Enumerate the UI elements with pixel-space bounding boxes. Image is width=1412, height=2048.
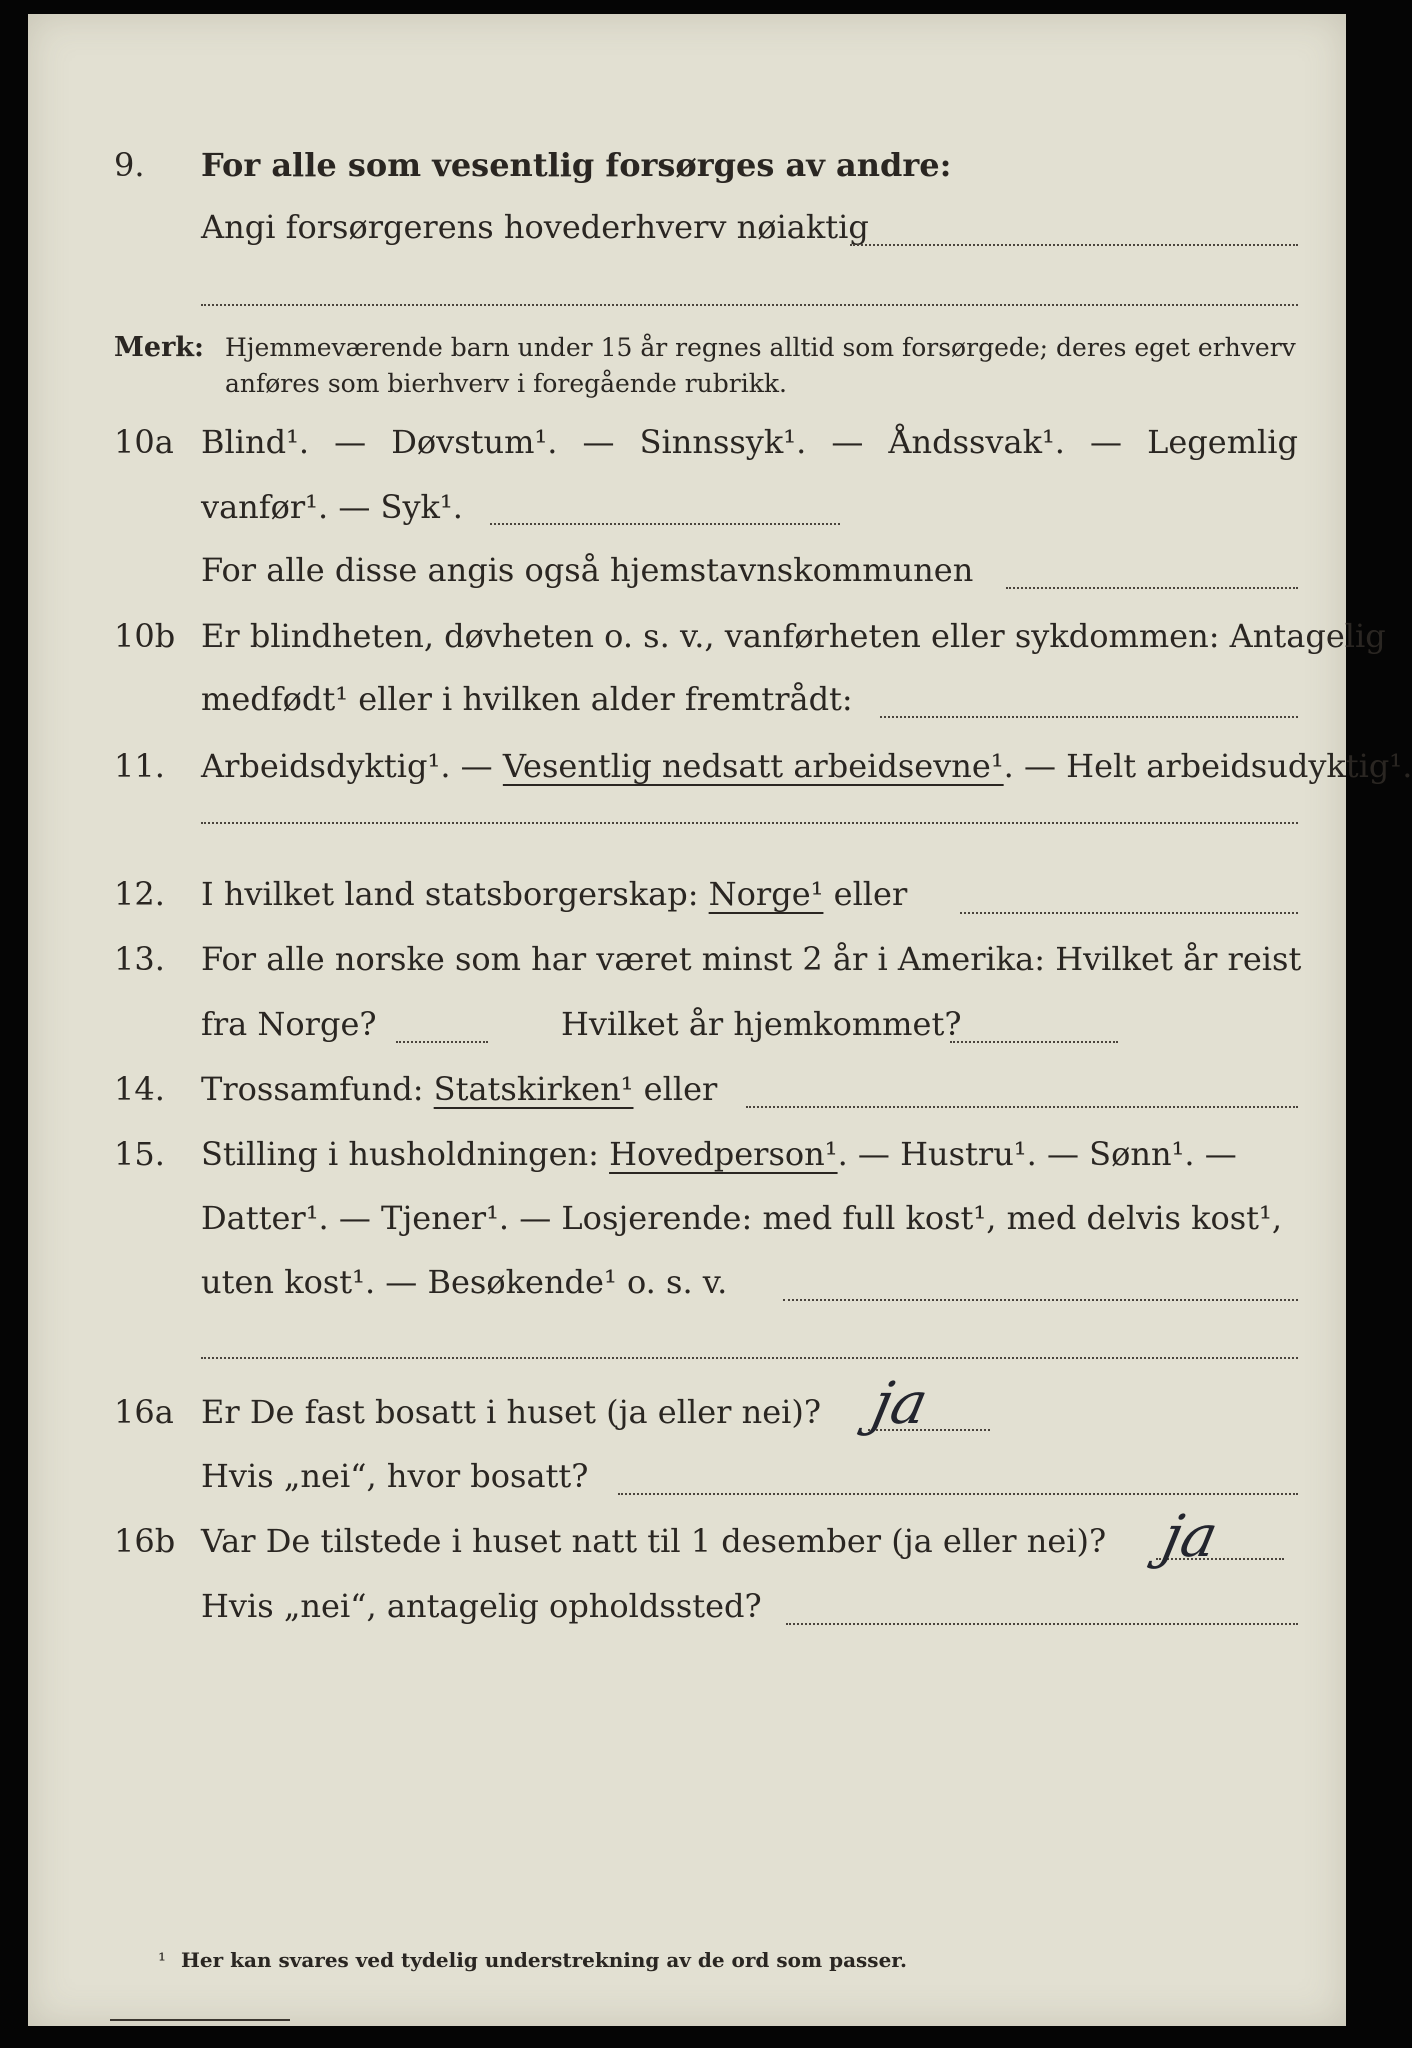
q10b-number: 10b: [114, 617, 176, 655]
q14-label: Trossamfund:: [201, 1070, 434, 1108]
q10a-options: [201, 422, 1298, 462]
q11-number: 11.: [114, 747, 165, 785]
q10a-hjemstavn-label: For alle disse angis også hjemstavnskommunen: [201, 551, 974, 589]
q14-question: [201, 1069, 717, 1109]
q15-other-options[interactable]: . — Hustru¹. — Sønn¹. —: [837, 1135, 1237, 1173]
q9-number: 9.: [114, 146, 145, 184]
q15-options-3[interactable]: uten kost¹. — Besøkende¹ o. s. v.: [201, 1263, 728, 1301]
q10b-field[interactable]: [880, 716, 1298, 718]
option-norge-selected[interactable]: Norge¹: [708, 875, 824, 913]
q16a-question: Er De fast bosatt i huset (ja eller nei)?: [201, 1393, 822, 1431]
q16a-handwritten-answer[interactable]: ja: [866, 1369, 934, 1437]
option-blind[interactable]: Blind¹.: [201, 423, 310, 461]
q10a-number: 10a: [114, 423, 174, 461]
q10b-question-2: medfødt¹ eller i hvilken alder fremtrådt:: [201, 680, 853, 718]
dash: —: [334, 423, 367, 461]
census-form-page: [28, 14, 1412, 2026]
q9-occupation-field[interactable]: [850, 244, 1298, 246]
dash: —: [1090, 423, 1123, 461]
option-statskirken-selected[interactable]: Statskirken¹: [433, 1070, 634, 1108]
q13-number: 13.: [114, 940, 165, 978]
option-arbeidsudyktig[interactable]: . — Helt arbeidsudyktig¹.: [1003, 747, 1412, 785]
q15-number: 15.: [114, 1135, 165, 1173]
dash: —: [831, 423, 864, 461]
q16b-question: Var De tilstede i huset natt til 1 desember (ja eller nei)?: [201, 1522, 1107, 1560]
option-dovstum[interactable]: Døvstum¹.: [391, 423, 558, 461]
q15-options-2[interactable]: Datter¹. — Tjener¹. — Losjerende: med full kost¹, med delvis kost¹,: [201, 1199, 1283, 1237]
q13-reist-label: fra Norge?: [201, 1005, 377, 1043]
q16b-number: 16b: [114, 1522, 176, 1560]
q16b-opholdssted-label: Hvis „nei“, antagelig opholdssted?: [201, 1587, 762, 1625]
footnote-text: Her kan svares ved tydelig understrekning av de ord som passer.: [181, 1948, 907, 1972]
option-hovedperson-selected[interactable]: Hovedperson¹: [609, 1135, 838, 1173]
q15-label: Stilling i husholdningen:: [201, 1135, 610, 1173]
merk-text-1: Hjemmeværende barn under 15 år regnes alltid som forsørgede; deres eget erhverv: [225, 333, 1296, 362]
q11-extra-line[interactable]: [201, 822, 1298, 824]
option-andssvak[interactable]: Åndssvak¹.: [888, 423, 1065, 461]
q13-question: For alle norske som har været minst 2 år i Amerika: Hvilket år reist: [201, 940, 1302, 978]
q9-extra-line[interactable]: [201, 304, 1298, 306]
q16b-opholdssted-field[interactable]: [786, 1623, 1298, 1625]
option-eller: eller: [823, 875, 908, 913]
merk-text-2: anføres som bierhverv i foregående rubrikk.: [225, 369, 787, 398]
option-arbeidsdyktig[interactable]: Arbeidsdyktig¹. —: [201, 747, 503, 785]
option-sinnssyk[interactable]: Sinnssyk¹.: [639, 423, 807, 461]
footnote-mark: ¹: [158, 1948, 167, 1972]
q15-extra-line[interactable]: [201, 1357, 1298, 1359]
q16a-bosatt-label: Hvis „nei“, hvor bosatt?: [201, 1457, 589, 1495]
q14-field[interactable]: [746, 1106, 1298, 1108]
q10b-question: Er blindheten, døvheten o. s. v., vanførheten eller sykdommen: Antagelig: [201, 617, 1386, 655]
option-nedsatt-arbeidsevne-selected[interactable]: Vesentlig nedsatt arbeidsevne¹: [502, 747, 1004, 785]
q9-occupation-label: Angi forsørgerens hovederhverv nøiaktig: [201, 208, 869, 246]
merk-label: Merk:: [114, 332, 204, 363]
q12-number: 12.: [114, 875, 165, 913]
q14-eller: eller: [633, 1070, 718, 1108]
q12-field[interactable]: [960, 912, 1298, 914]
q10a-hjemstavn-field[interactable]: [1006, 587, 1298, 589]
option-legemlig[interactable]: Legemlig: [1147, 423, 1298, 461]
dash: —: [582, 423, 615, 461]
q13-hjemkommet-label: Hvilket år hjemkommet?: [561, 1005, 962, 1043]
q15-field[interactable]: [783, 1299, 1298, 1301]
q13-hjemkommet-field[interactable]: [950, 1041, 1118, 1043]
q14-number: 14.: [114, 1070, 165, 1108]
q16b-handwritten-answer[interactable]: ja: [1156, 1502, 1224, 1570]
q10a-vanfor-syk[interactable]: vanfør¹. — Syk¹.: [201, 488, 463, 526]
q11-options: [201, 746, 1412, 786]
q10a-syk-field[interactable]: [490, 523, 840, 525]
q15-options: [201, 1134, 1237, 1174]
q12-label: I hvilket land statsborgerskap:: [201, 875, 709, 913]
footnote-rule: [110, 2019, 290, 2021]
q13-reist-field[interactable]: [396, 1041, 488, 1043]
q12-question: [201, 874, 907, 914]
q9-heading: For alle som vesentlig forsørges av andre:: [201, 146, 952, 184]
q16a-number: 16a: [114, 1393, 174, 1431]
q16a-bosatt-field[interactable]: [618, 1493, 1298, 1495]
